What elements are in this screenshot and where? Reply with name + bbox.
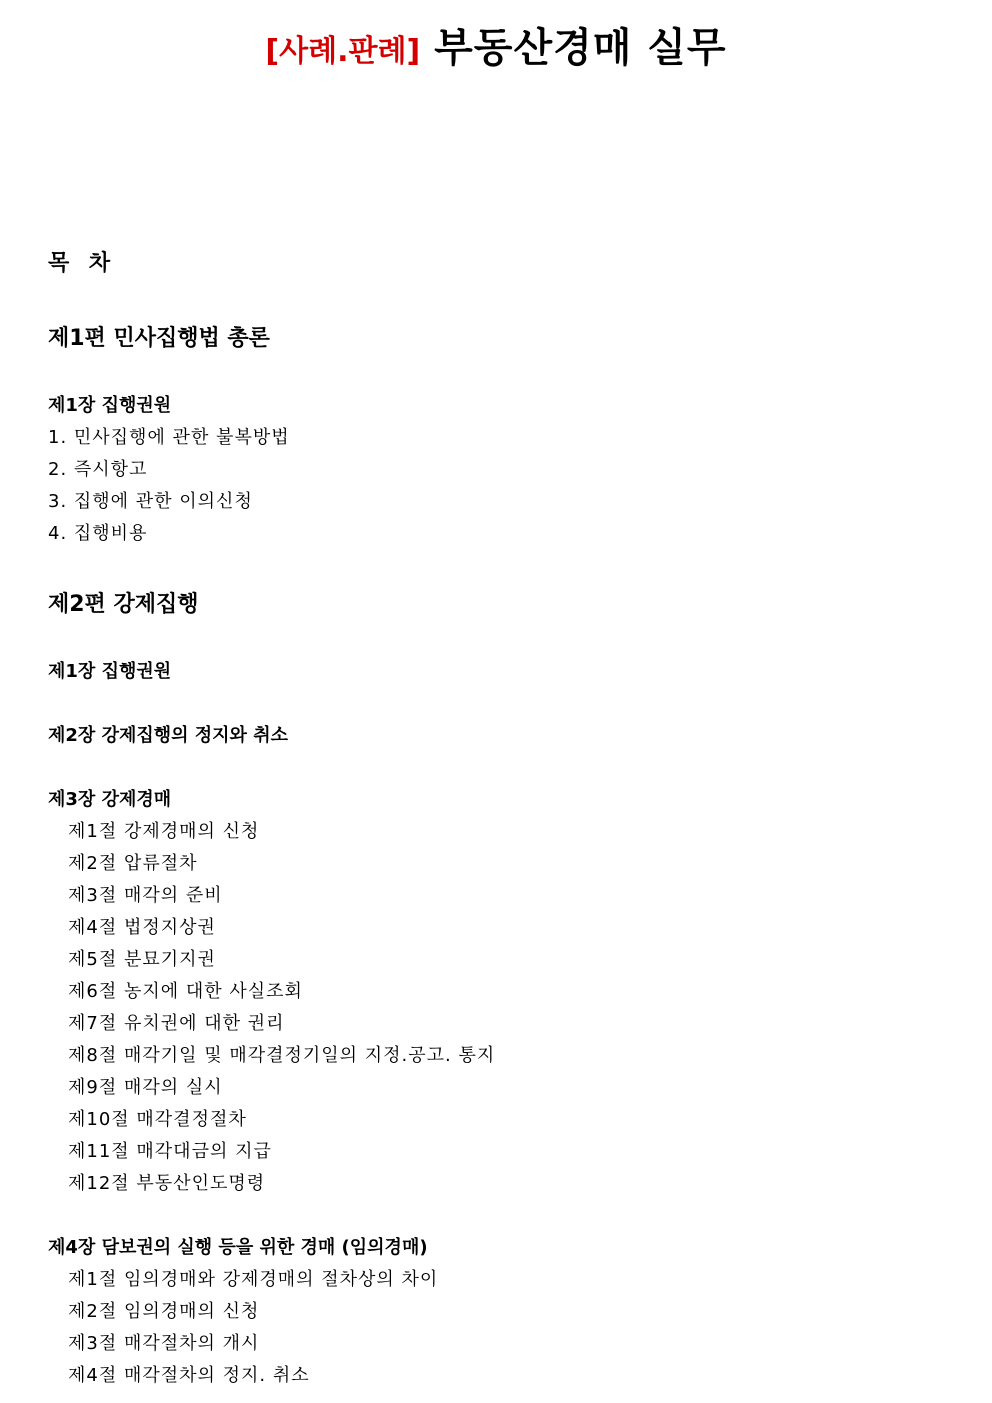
title-tag: [사례.판례] [265,34,421,69]
part2-chapter-4-title: 제4장 담보권의 실행 등을 위한 경매 (임의경매) [48,1237,428,1258]
section-item: 제2절 압류절차 [68,853,198,874]
list-item: 4. 집행비용 [48,523,148,544]
table-of-contents [48,244,948,1392]
toc-heading: 목 차 [48,251,117,276]
section-item: 제9절 매각의 실시 [68,1077,223,1098]
section-item: 제3절 매각의 준비 [68,885,223,906]
part1-chapter-1-title: 제1장 집행권원 [48,395,172,416]
list-item: 2. 즉시항고 [48,459,148,480]
part2-chapter-2-title: 제2장 강제집행의 정지와 취소 [48,725,288,746]
section-item: 제4절 법정지상권 [68,917,216,938]
section-item: 제1절 강제경매의 신청 [68,821,260,842]
section-item: 제6절 농지에 대한 사실조회 [68,981,303,1002]
section-item: 제7절 유치권에 대한 권리 [68,1013,285,1034]
list-item: 3. 집행에 관한 이의신청 [48,491,253,512]
page-title [0,22,992,78]
part-2-title: 제2편 강제집행 [48,592,199,617]
section-item: 제2절 임의경매의 신청 [68,1301,260,1322]
section-item: 제3절 매각절차의 개시 [68,1333,260,1354]
section-item: 제8절 매각기일 및 매각결정기일의 지정.공고. 통지 [68,1045,496,1066]
section-item: 제10절 매각결정절차 [68,1109,247,1130]
section-item: 제4절 매각절차의 정지. 취소 [68,1365,310,1386]
section-item: 제5절 분묘기지권 [68,949,216,970]
part-1-title: 제1편 민사집행법 총론 [48,326,270,351]
section-item: 제1절 임의경매와 강제경매의 절차상의 차이 [68,1269,439,1290]
list-item: 1. 민사집행에 관한 불복방법 [48,427,290,448]
section-item: 제11절 매각대금의 지급 [68,1141,272,1162]
section-item: 제12절 부동산인도명령 [68,1173,266,1194]
title-main: 부동산경매 실무 [434,25,727,71]
part2-chapter-3-title: 제3장 강제경매 [48,789,172,810]
part2-chapter-1-title: 제1장 집행권원 [48,661,172,682]
